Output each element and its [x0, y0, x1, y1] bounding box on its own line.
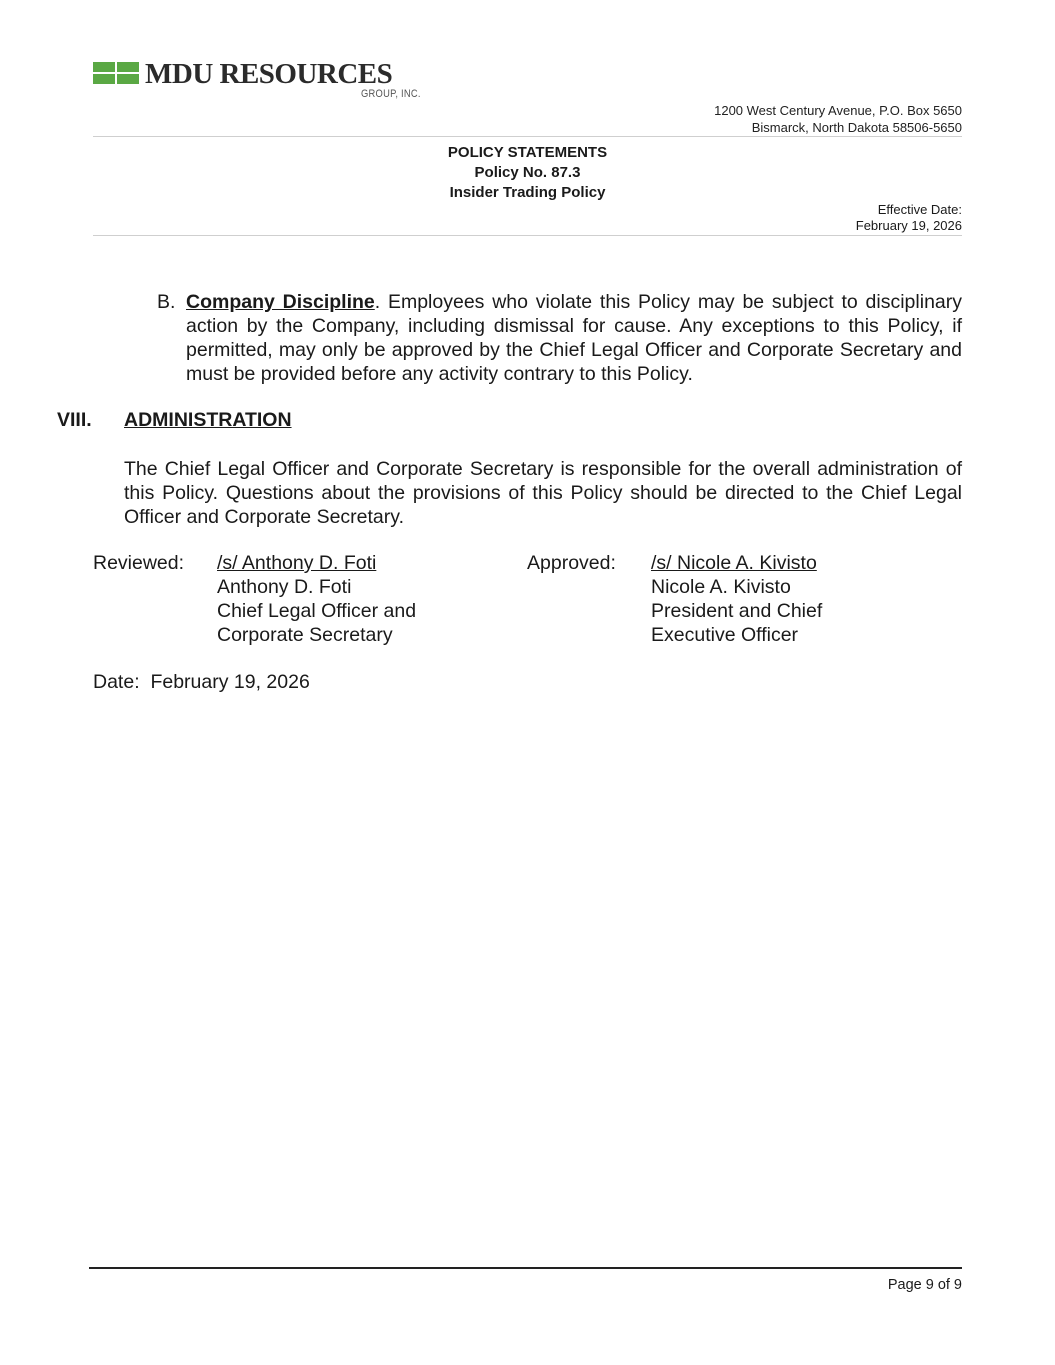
reviewed-title-line-2: Corporate Secretary	[217, 624, 393, 646]
approved-name: Nicole A. Kivisto	[651, 576, 791, 598]
section-viii-paragraph: The Chief Legal Officer and Corporate Secretary is responsible for the overall administration of this Policy. Questions about the provisions of this Policy should be directed to the Chief Legal Officer and Corporate Secretary.	[124, 458, 962, 528]
page-number: Page 9 of 9	[887, 1277, 962, 1293]
logo-wordmark: MDU RESOURCES	[145, 58, 393, 90]
logo-subtext: GROUP, INC.	[361, 88, 421, 100]
effective-date-value: February 19, 2026	[855, 218, 962, 233]
effective-date-label: Effective Date:	[877, 202, 962, 217]
reviewed-signature-block	[217, 551, 416, 647]
section-b-text: . Employees who violate this Policy may be subject to disciplinary action by the Company, including dismissal for cause. Any exceptions to this Policy, if permitted, may only be approved by the Chief Legal Officer and Corporate Secretary and must be provided before any activity contrary to this Policy.	[186, 291, 963, 385]
effective-date-block	[856, 202, 962, 234]
company-logo	[93, 60, 423, 104]
approved-title-line-2: Executive Officer	[651, 624, 799, 646]
approved-signature: /s/ Nicole A. Kivisto	[651, 552, 817, 574]
reviewed-title-line-1: Chief Legal Officer and	[217, 600, 417, 622]
header-divider-top	[93, 136, 962, 137]
company-address	[714, 102, 962, 136]
footer-divider	[89, 1267, 962, 1269]
reviewed-label: Reviewed:	[93, 552, 185, 574]
policy-title: Insider Trading Policy	[449, 184, 606, 201]
signature-date	[93, 670, 310, 694]
date-value: February 19, 2026	[150, 671, 310, 693]
section-b-paragraph	[186, 290, 962, 386]
approved-label: Approved:	[527, 552, 616, 574]
reviewed-name: Anthony D. Foti	[217, 576, 352, 598]
section-viii-title: ADMINISTRATION	[124, 409, 292, 431]
policy-number: Policy No. 87.3	[474, 164, 581, 181]
date-label: Date:	[93, 671, 140, 693]
section-b-heading: Company Discipline	[186, 291, 375, 313]
logo-mark-icon	[93, 62, 141, 86]
address-line-2: Bismarck, North Dakota 58506-5650	[751, 120, 962, 135]
section-viii-number: VIII.	[57, 409, 92, 431]
policy-header	[93, 143, 962, 203]
address-line-1: 1200 West Century Avenue, P.O. Box 5650	[714, 103, 962, 118]
approved-signature-block	[651, 551, 822, 647]
policy-category: POLICY STATEMENTS	[447, 144, 608, 161]
header-divider-bottom	[93, 235, 962, 236]
reviewed-signature: /s/ Anthony D. Foti	[217, 552, 377, 574]
approved-title-line-1: President and Chief	[651, 600, 823, 622]
section-b-label: B.	[157, 291, 176, 313]
